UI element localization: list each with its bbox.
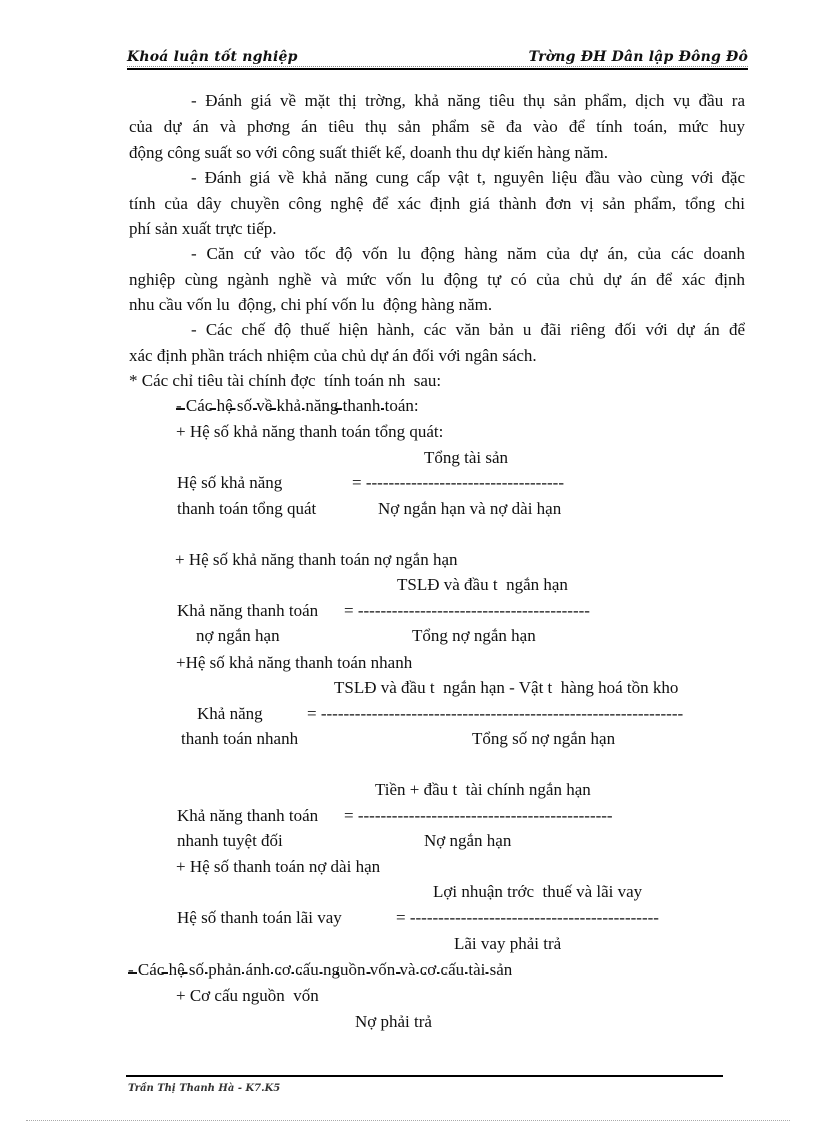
formula-numerator: Tổng tài sản xyxy=(424,448,509,467)
formula-label: Khả năng thanh toán xyxy=(177,806,319,825)
paragraph-line: - Đánh giá về khả năng cung cấp vật t, nguyên liệu đầu vào cùng với đặc xyxy=(191,168,745,187)
formula-fraction-bar: = -------------------------------------------- xyxy=(396,908,659,927)
formula-denominator: Tổng nợ ngắn hạn xyxy=(412,626,536,645)
formula-title: + Hệ số khả năng thanh toán tổng quát: xyxy=(176,422,444,441)
paragraph-line: - Căn cứ vào tốc độ vốn lu động hàng năm của dự án, của các doanh xyxy=(191,244,745,263)
header-university: Trờng ĐH Dân lập Đông Đô xyxy=(528,49,748,65)
header-dotted-rule xyxy=(127,66,748,67)
formula-label: Hệ số thanh toán lãi vay xyxy=(177,908,342,927)
formula-label: Khả năng xyxy=(197,704,263,723)
paragraph-line: tính của dây chuyền công nghệ để xác định giá thành đơn vị sản phẩm, tổng chi xyxy=(129,194,745,213)
formula-title: + Hệ số khả năng thanh toán nợ ngắn hạn xyxy=(175,550,458,569)
paragraph-line: phí sản xuất trực tiếp. xyxy=(129,219,277,238)
formula-fraction-bar: = ----------------------------------- xyxy=(352,473,564,492)
formula-title: + Hệ số thanh toán nợ dài hạn xyxy=(176,857,381,876)
formula-label: nhanh tuyệt đối xyxy=(177,831,283,850)
formula-denominator: Nợ ngắn hạn xyxy=(424,831,512,850)
footer-author: Trần Thị Thanh Hà - K7.K5 xyxy=(128,1083,281,1094)
formula-numerator: Lợi nhuận trớc thuế và lãi vay xyxy=(433,882,643,901)
heading-capital-structure: - Các hệ số phản ánh cơ cấu nguồn vốn và cơ cấu tài sản xyxy=(128,960,513,979)
paragraph-line: động công suất so với công suất thiết kế, doanh thu dự kiến hàng năm. xyxy=(129,143,609,162)
heading-liquidity-ratios: - Các hệ số về khả năng thanh toán: xyxy=(176,396,419,415)
formula-title: +Hệ số khả năng thanh toán nhanh xyxy=(176,653,413,672)
formula-label: thanh toán nhanh xyxy=(181,729,299,748)
footer-rule xyxy=(126,1075,723,1077)
formula-fraction-bar: = ---------------------------------------------------------------- xyxy=(307,704,684,723)
section-intro: * Các chỉ tiêu tài chính đợc tính toán nh sau: xyxy=(129,371,442,390)
page-bottom-dotted-rule xyxy=(26,1120,790,1121)
formula-title: + Cơ cấu nguồn vốn xyxy=(176,986,319,1005)
formula-label: Hệ số khả năng xyxy=(177,473,283,492)
formula-label: Khả năng thanh toán xyxy=(177,601,319,620)
formula-denominator: Tổng số nợ ngắn hạn xyxy=(472,729,616,748)
paragraph-line: - Đánh giá về mặt thị trờng, khả năng tiêu thụ sản phẩm, dịch vụ đầu ra xyxy=(191,91,745,110)
formula-fraction-bar: = --------------------------------------------- xyxy=(344,806,613,825)
formula-label: thanh toán tổng quát xyxy=(177,499,317,518)
formula-label: nợ ngắn hạn xyxy=(196,626,280,645)
paragraph-line: nghiệp cùng ngành nghề và mức vốn lu động tự có của chủ dự án để xác định xyxy=(129,270,745,289)
formula-numerator: TSLĐ và đầu t ngắn hạn - Vật t hàng hoá tồn kho xyxy=(334,678,679,697)
formula-numerator: Nợ phải trả xyxy=(355,1012,432,1031)
formula-numerator: Tiền + đầu t tài chính ngắn hạn xyxy=(375,780,591,799)
paragraph-line: - Các chế độ thuế hiện hành, các văn bản u đãi riêng đối với dự án để xyxy=(191,320,745,339)
formula-denominator: Lãi vay phải trả xyxy=(454,934,562,953)
paragraph-line: của dự án và phơng án tiêu thụ sản phẩm sẽ đa vào để tính toán, mức huy xyxy=(129,117,745,136)
paragraph-line: xác định phần trách nhiệm của chủ dự án đối với ngân sách. xyxy=(129,346,537,365)
page-header xyxy=(127,48,748,70)
header-thesis-title: Khoá luận tốt nghiệp xyxy=(127,49,298,65)
paragraph-line: nhu cầu vốn lu động, chi phí vốn lu động hàng năm. xyxy=(129,295,493,314)
formula-denominator: Nợ ngắn hạn và nợ dài hạn xyxy=(378,499,562,518)
formula-numerator: TSLĐ và đầu t ngắn hạn xyxy=(397,575,568,594)
formula-fraction-bar: = ----------------------------------------- xyxy=(344,601,590,620)
